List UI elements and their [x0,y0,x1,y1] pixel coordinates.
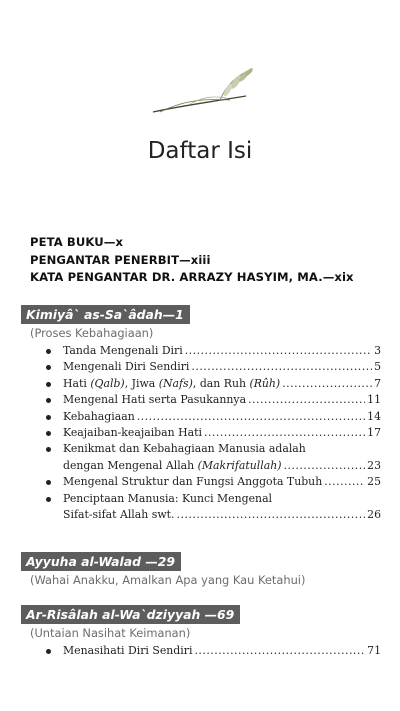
bullet-icon [46,382,51,387]
entry-page: 5 [374,360,381,374]
bullet-icon [46,480,51,485]
toc-entries [21,643,381,659]
section-kimiya [21,304,381,523]
front-matter-item: KATA PENGANTAR DR. ARRAZY HASYIM, MA.—xix [30,270,354,284]
entry-title-line2: dengan Mengenal Allah (Makrifatullah) [63,458,282,472]
entry-page: 25 [367,475,381,489]
entry-page: 14 [367,409,381,423]
section-ayyuha [21,551,381,588]
toc-entries [21,343,381,523]
entry-title: Mengenal Hati serta Pasukannya [63,393,247,407]
toc-entry [21,491,381,524]
entry-page: 23 [367,458,381,472]
entry-page: 3 [374,344,381,357]
toc-entry [21,343,381,359]
entry-title-line1: Penciptaan Manusia: Kunci Mengenal [63,491,273,505]
entry-page: 71 [367,644,381,657]
leaf-ornament-icon [150,66,254,120]
section-heading: Ayyuha al-Walad —29 [21,552,181,571]
entry-title: Mengenal Struktur dan Fungsi Anggota Tubuh [63,475,323,489]
toc-entry [21,392,381,408]
toc-entry [21,409,381,425]
bullet-icon [46,497,51,502]
page-title: Daftar Isi [147,138,253,164]
bullet-icon [46,447,51,452]
entry-title: Kebahagiaan [63,409,135,423]
section-subtitle: (Untaian Nasihat Keimanan) [30,626,191,640]
bullet-icon [46,349,51,354]
entry-title: Menasihati Diri Sendiri [63,644,193,657]
bullet-icon [46,431,51,436]
bullet-icon [46,415,51,420]
toc-entry [21,376,381,392]
section-subtitle: (Wahai Anakku, Amalkan Apa yang Kau Ketahui) [30,573,306,587]
section-risalah [21,604,381,659]
toc-entry [21,441,381,474]
entry-title: Keajaiban-keajaiban Hati [63,426,202,440]
toc-entry [21,474,381,490]
front-matter-item: PETA BUKU—x [30,235,124,249]
entry-title-line1: Kenikmat dan Kebahagiaan Manusia adalah [63,442,306,456]
section-heading: Ar-Risâlah al-Wa`dziyyah —69 [21,605,240,624]
entry-title: Mengenali Diri Sendiri [63,360,190,374]
section-subtitle: (Proses Kebahagiaan) [30,326,154,340]
entry-title: Hati (Qalb), Jiwa (Nafs), dan Ruh (Rûh) [63,376,281,390]
entry-title-line2: Sifat-sifat Allah swt. [63,508,175,522]
toc-entry [21,425,381,441]
section-heading: Kimiyâ` as-Sa`âdah—1 [21,305,190,324]
bullet-icon [46,398,51,403]
entry-page: 17 [367,426,381,440]
toc-entry [21,359,381,375]
toc-entry [21,643,381,659]
entry-page: 26 [367,508,381,522]
bullet-icon [46,649,51,654]
front-matter-item: PENGANTAR PENERBIT—xiii [30,252,211,267]
bullet-icon [46,365,51,370]
entry-title: Tanda Mengenali Diri [63,344,183,357]
entry-page: 11 [367,393,381,407]
entry-page: 7 [374,376,381,390]
front-matter-list [30,234,354,287]
